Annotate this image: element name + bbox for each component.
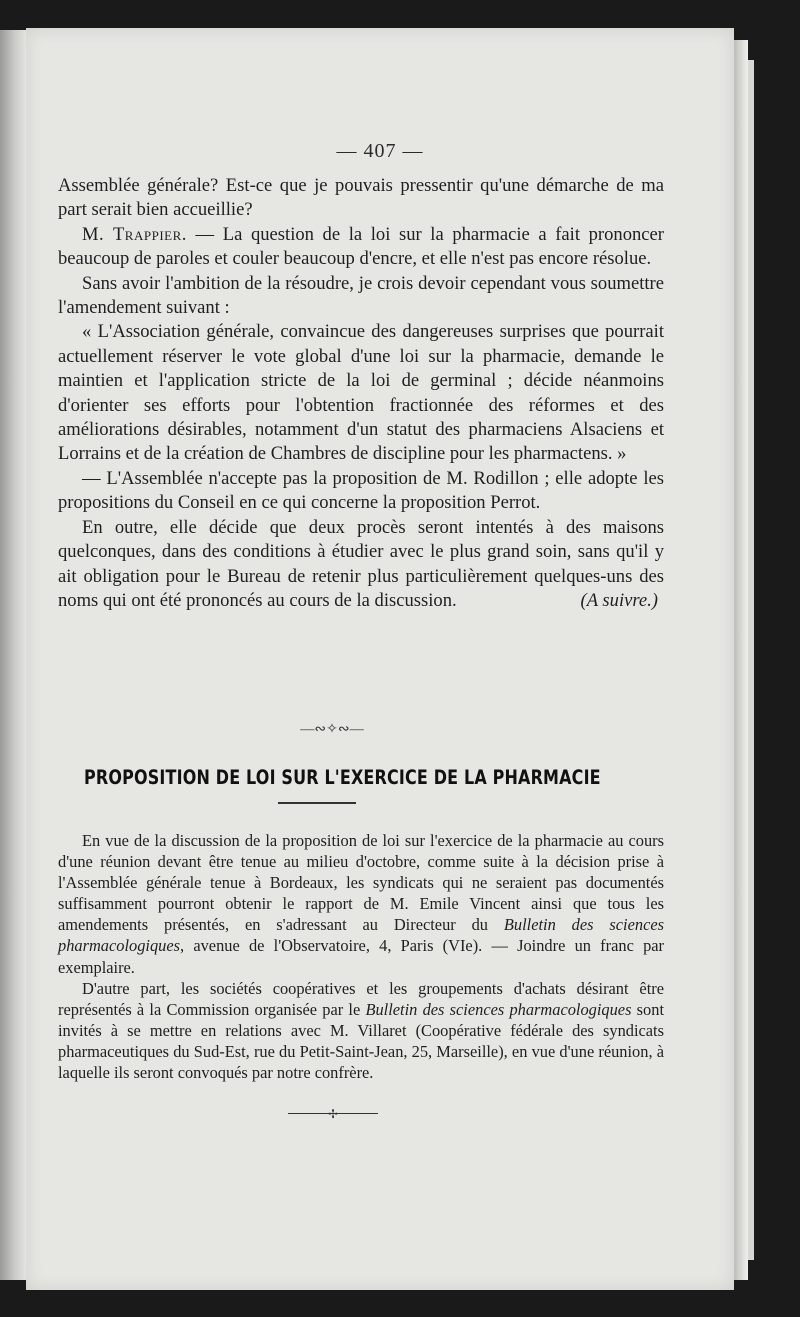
paragraph: Assemblée générale? Est-ce que je pouvais pressentir qu'une démarche de ma part serait bien accueillie? <box>58 175 664 221</box>
paragraph <box>58 516 664 614</box>
page-edge-right-inner <box>748 60 754 1260</box>
article-body-bottom <box>58 830 664 1083</box>
article-body-top <box>58 174 664 613</box>
paragraph <box>58 223 664 272</box>
section-heading: PROPOSITION DE LOI SUR L'EXERCICE DE LA PHARMACIE <box>84 766 601 789</box>
journal-title: Bulletin des sciences pharmacologiques <box>365 999 632 1019</box>
page-edge-right <box>734 40 748 1280</box>
to-be-continued: (A suivre.) <box>580 589 658 611</box>
end-ornament: ✢ <box>288 1107 378 1121</box>
paragraph-text: En outre, elle décide que deux procès seront intentés à des maisons quelconques, dans des conditions à étudier avec le plus grand soin, sans qu'il y ait obligation pour le Bureau de retenir plus particulièrement quelques-uns des noms qui ont été prononcés au cours de la discussion. <box>58 516 664 611</box>
book-page <box>26 28 734 1290</box>
paragraph: D'autre part, les sociétés coopératives et les groupements d'achats désirant être représentés à la Commission organisée par le Bulletin des sciences pharmacologiques sont invités à se mettre en relations avec M. Villaret (Coopérative fédérale des syndicats pharmaceutiques du Sud-Est, rue du Petit-Saint-Jean, 25, Marseille), en vue d'une réunion, à laquelle ils seront convoqués par notre confrère. <box>58 978 665 1083</box>
amendment-quote: « L'Association générale, convaincue des dangereuses surprises que pourrait actuellement réserver le vote global d'une loi sur la pharmacie, demande le maintien et l'application stricte de la loi de germinal ; décide néanmoins d'orienter ses efforts pour l'obtention fractionnée des réformes et des améliorations désirables, notamment d'un statut des pharmaciens Alsaciens et Lorrains et de la création de Chambres de discipline pour les pharmactens. » <box>58 321 664 465</box>
book-spine-edge <box>0 30 26 1280</box>
paragraph: — L'Assemblée n'accepte pas la proposition de M. Rodillon ; elle adopte les propositions du Conseil en ce qui concerne la proposition Perrot. <box>58 467 664 514</box>
journal-title: Bulletin des sciences pharmacologiques <box>58 915 664 956</box>
page-number: — 407 — <box>336 140 424 162</box>
ornament-divider: —∾✧∾— <box>300 722 364 737</box>
speaker-text: — La question de la loi sur la pharmacie a fait prononcer beaucoup de paroles et couler beaucoup d'encre, et elle n'est pas encore résolue. <box>58 223 664 270</box>
heading-underline <box>278 802 356 804</box>
paragraph: En vue de la discussion de la proposition de loi sur l'exercice de la pharmacie au cours d'une réunion devant être tenue au milieu d'octobre, comme suite à la décision prise à l'Assemblée générale tenue à Bordeaux, les syndicats qui ne seraient pas documentés suffisamment pourront obtenir le rapport de M. Emile Vincent ainsi que tous les amendements présentés, en s'adressant au Directeur du Bulletin des sciences pharmacologiques, avenue de l'Observatoire, 4, Paris (VIe). — Joindre un franc par exemplaire. <box>58 831 664 977</box>
speaker-name: M. Trappier. <box>82 223 187 245</box>
paragraph: Sans avoir l'ambition de la résoudre, je crois devoir cependant vous soumettre l'amendement suivant : <box>58 272 664 319</box>
